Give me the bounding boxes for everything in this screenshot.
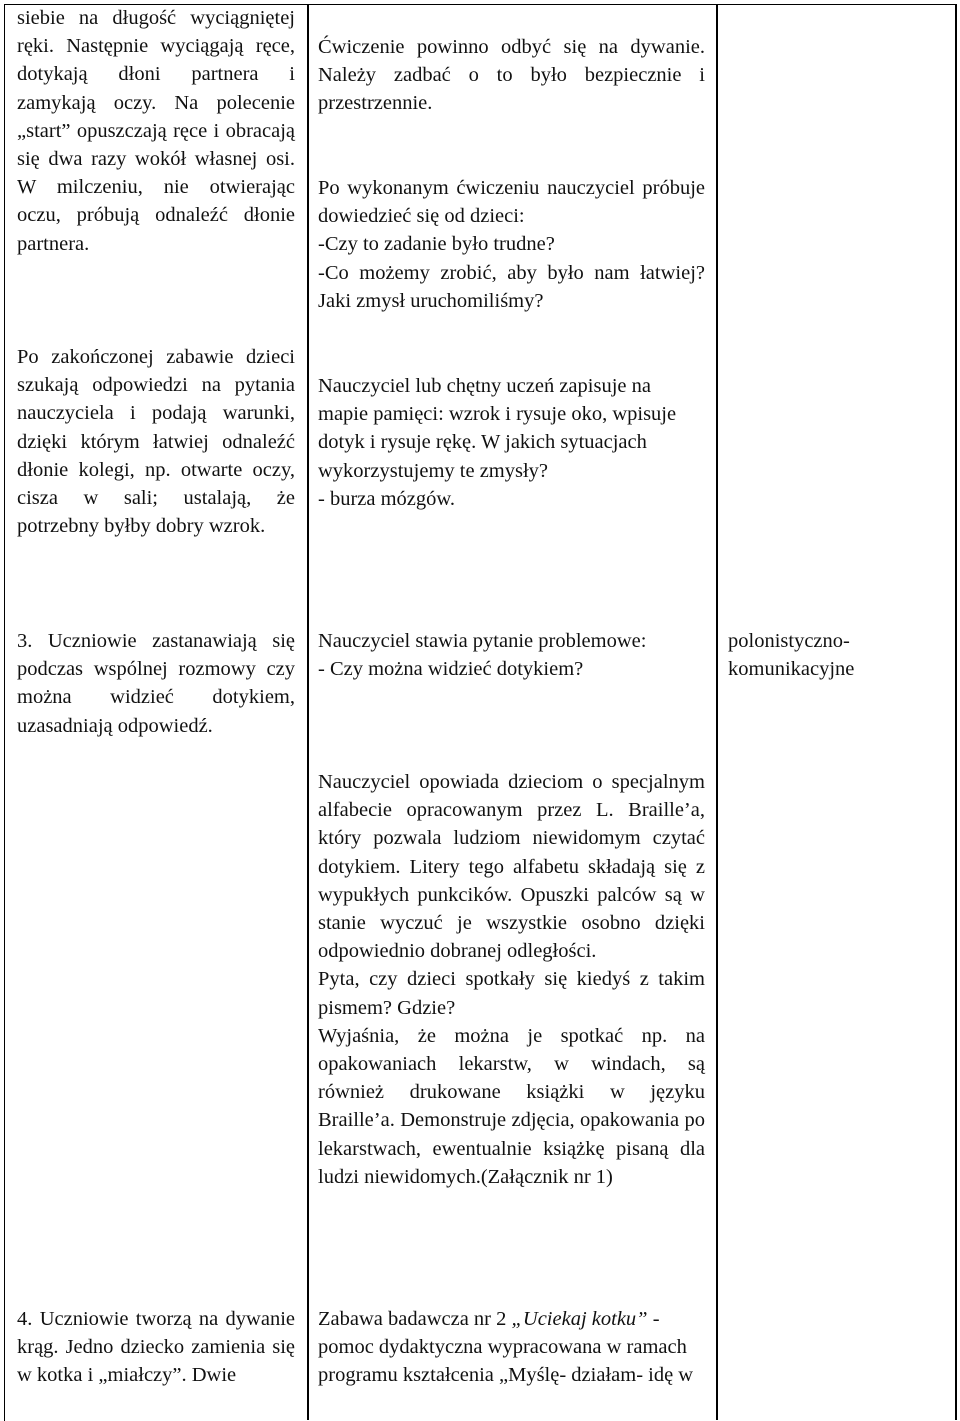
note-text-1: Ćwiczenie powinno odbyć się na dywanie. Należy zadbać o to było bezpiecznie i przestrzennie. (318, 36, 705, 115)
education-area-text: polonistyczno-komunikacyjne (728, 630, 855, 681)
education-area-column (728, 627, 938, 683)
column-divider-2 (716, 4, 718, 1420)
activity-text-4: 4. Uczniowie tworzą na dywanie krąg. Jedno dziecko zamienia się w kotka i „miałczy”. Dwie (17, 1308, 295, 1387)
activities-column-part2 (17, 343, 295, 540)
note-text-2c: -Co możemy zrobić, aby było nam łatwiej? Jaki zmysł uruchomiliśmy? (318, 261, 705, 312)
note-text-4a: Nauczyciel stawia pytanie problemowe: (318, 630, 647, 652)
note-text-6a: Zabawa badawcza nr 2 (318, 1308, 512, 1330)
activity-text-1: siebie na długość wyciągniętej ręki. Następnie wyciągają ręce, dotykają dłoni partnera i zamykają oczy. Na polecenie „start” opuszczają ręce i obracają się dwa razy wokół własnej osi. W milczeniu, nie otwierając oczu, próbują odnaleźć dłonie partnera. (17, 7, 295, 255)
note-text-5b: Pyta, czy dzieci spotkały się kiedyś z takim pismem? Gdzie? (318, 968, 705, 1019)
teacher-notes-part6 (318, 1305, 705, 1390)
note-text-3b: - burza mózgów. (318, 487, 455, 510)
column-divider-1 (307, 4, 309, 1420)
activity-text-3: 3. Uczniowie zastanawiają się podczas wspólnej rozmowy czy można widzieć dotykiem, uzasadniają odpowiedź. (17, 630, 295, 737)
activities-column-part3 (17, 627, 295, 740)
note-text-4b: - Czy można widzieć dotykiem? (318, 658, 584, 681)
teacher-notes-part3 (318, 372, 705, 513)
activities-column-part4 (17, 1305, 295, 1390)
activities-column (17, 4, 295, 258)
note-text-6 (318, 1305, 705, 1390)
note-text-5a: Nauczyciel opowiada dzieciom o specjalnym alfabecie opracowanym przez L. Braille’a, który pozwala ludziom niewidomym czytać dotykiem. Litery tego alfabetu składają się z wypukłych punkcików. Opuszki palców są w stanie wyczuć je wszystkie osobno dzięki odpowiednio dobranej odległości. (318, 771, 705, 963)
teacher-notes-part4 (318, 627, 705, 683)
note-text-2b: -Czy to zadanie było trudne? (318, 233, 555, 256)
teacher-notes-part2 (318, 174, 705, 315)
column-divider-3 (955, 4, 957, 1420)
note-text-5c: Wyjaśnia, że można je spotkać np. na opakowaniach lekarstw, w windach, są również drukowane książki w języku Braille’a. Demonstruje zdjęcia, opakowania po lekarstwach, ewentualnie książkę pisaną dla ludzi niewidomych.(Załącznik nr 1) (318, 1024, 705, 1188)
teacher-notes-part5 (318, 768, 705, 1191)
note-text-6-title: „Uciekaj kotku” (511, 1308, 648, 1330)
note-text-3a: Nauczyciel lub chętny uczeń zapisuje na mapie pamięci: wzrok i rysuje oko, wpisuje dotyk i rysuje rękę. W jakich sytuacjach wykorzystujemy te zmysły? (318, 375, 677, 482)
note-text-2a: Po wykonanym ćwiczeniu nauczyciel próbuje dowiedzieć się od dzieci: (318, 177, 705, 228)
teacher-notes-column (318, 33, 705, 118)
note-text-6c: - pomoc dydaktyczna wypracowana w ramach programu kształcenia „Myślę- działam- idę w (318, 1308, 694, 1387)
activity-text-2: Po zakończonej zabawie dzieci szukają odpowiedzi na pytania nauczyciela i podają warunki, dzięki którym łatwiej odnaleźć dłonie kolegi, np. otwarte oczy, cisza w sali; ustalają, że potrzebny byłby dobry wzrok. (17, 346, 295, 538)
